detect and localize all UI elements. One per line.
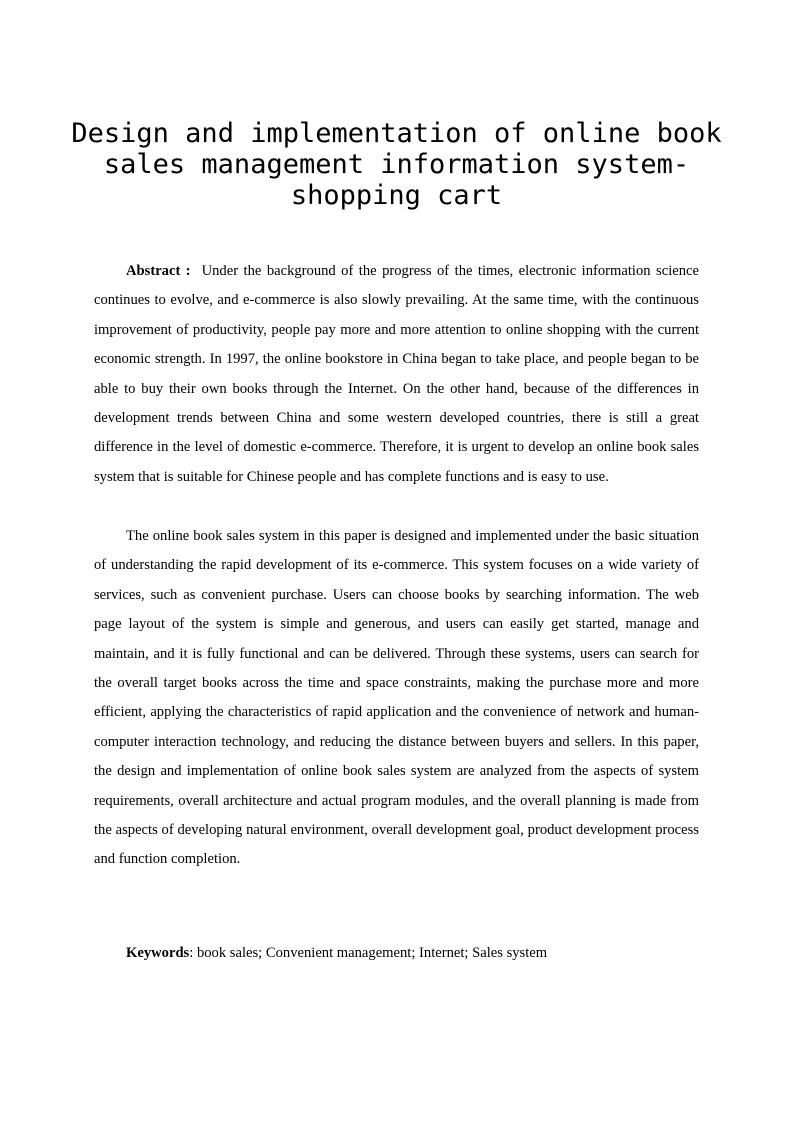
keywords-line xyxy=(94,939,699,968)
abstract-text-1: Under the background of the progress of the times, electronic information science continues to evolve, and e-commerce is also slowly prevailing. At the same time, with the continuous improvement of productivity, people pay more and more attention to online shopping with the current economic strength. In 1997, the online bookstore in China began to take place, and people began to be able to buy their own books through the Internet. On the other hand, because of the differences in development trends between China and some western developed countries, there is still a great difference in the level of domestic e-commerce. Therefore, it is urgent to develop an online book sales system that is suitable for Chinese people and has complete functions and is easy to use. xyxy=(94,263,699,485)
keywords-label: Keywords xyxy=(126,945,190,961)
keywords-value: : book sales; Convenient management; Internet; Sales system xyxy=(189,945,548,961)
abstract-paragraph-1 xyxy=(94,257,699,492)
abstract-label: Abstract : xyxy=(126,263,191,279)
abstract-paragraph-2: The online book sales system in this paper is designed and implemented under the basic situation of understanding the rapid development of its e-commerce. This system focuses on a wide variety of services, such as convenient purchase. Users can choose books by searching information. The web page layout of the system is simple and generous, and users can easily get started, manage and maintain, and it is fully functional and can be delivered. Through these systems, users can search for the overall target books across the time and space constraints, making the purchase more and more efficient, applying the characteristics of rapid application and the convenience of network and human-computer interaction technology, and reducing the distance between buyers and sellers. In this paper, the design and implementation of online book sales system are analyzed from the aspects of system requirements, overall architecture and actual program modules, and the overall planning is made from the aspects of developing natural environment, overall development goal, product development process and function completion. xyxy=(94,528,699,868)
paper-title: Design and implementation of online book sales management information system-shopping cart xyxy=(71,118,722,211)
